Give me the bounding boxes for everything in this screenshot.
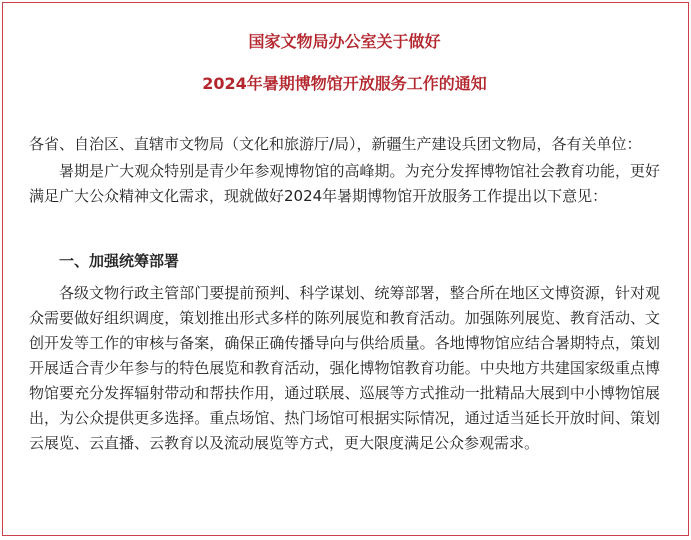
notice-document	[2, 2, 689, 536]
notice-title-line-1: 国家文物局办公室关于做好	[248, 32, 441, 51]
section-1-body: 各级文物行政主管部门要提前预判、科学谋划、统筹部署，整合所在地区文博资源，针对观众需要做好组织调度，策划推出形式多样的陈列展览和教育活动。加强陈列展览、教育活动、文创开发等工作的审核与备案，确保正确传播导向与供给质量。各地博物馆应结合暑期特点，策划开展适合青少年参与的特色展览和教育活动，强化博物馆教育功能。中央地方共建国家级重点博物馆要充分发挥辐射带动和帮扶作用，通过联展、巡展等方式推动一批精品大展到中小博物馆展出，为公众提供更多选择。重点场馆、热门场馆可根据实际情况，通过适当延长开放时间、策划云展览、云直播、云教育以及流动展览等方式，更大限度满足公众参观需求。	[29, 284, 660, 452]
intro-paragraph: 暑期是广大观众特别是青少年参观博物馆的高峰期。为充分发挥博物馆社会教育功能，更好满足广大公众精神文化需求，现就做好2024年暑期博物馆开放服务工作提出以下意见：	[29, 162, 660, 205]
addressee-paragraph: 各省、自治区、直辖市文物局（文化和旅游厅/局），新疆生产建设兵团文物局，各有关单位：	[29, 135, 642, 153]
section-1-heading: 一、加强统筹部署	[59, 252, 180, 270]
notice-title-line-2: 2024年暑期博物馆开放服务工作的通知	[202, 74, 487, 93]
